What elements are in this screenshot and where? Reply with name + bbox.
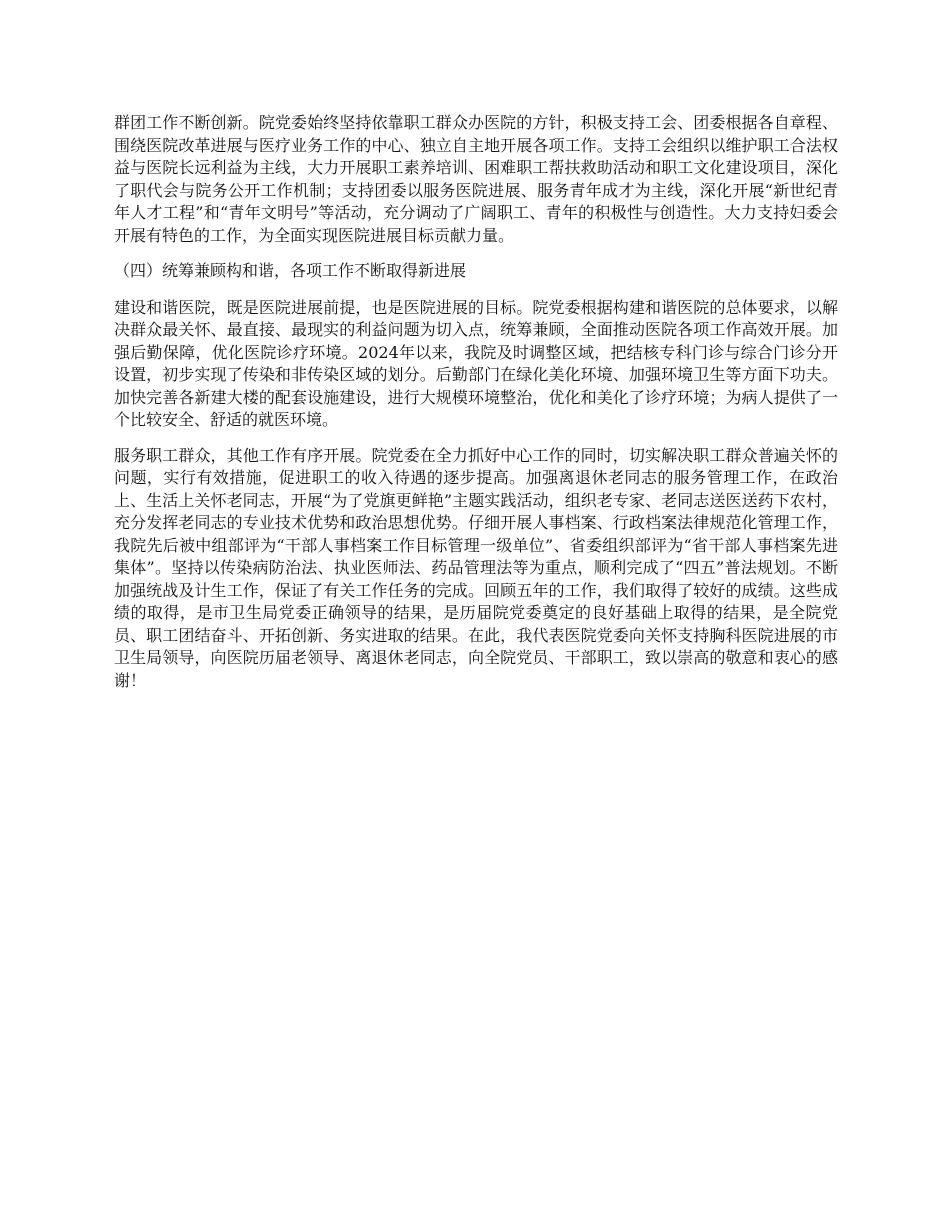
document-body bbox=[114, 112, 838, 705]
paragraph-mass-organizations: 群团工作不断创新。院党委始终坚持依靠职工群众办医院的方针，积极支持工会、团委根据各自章程、围绕医院改革进展与医疗业务工作的中心、独立自主地开展各项工作。支持工会组织以维护职工合法权益与医院长远利益为主线，大力开展职工素养培训、困难职工帮扶救助活动和职工文化建设项目，深化了职代会与院务公开工作机制；支持团委以服务医院进展、服务青年成才为主线，深化开展“新世纪青年人才工程”和“青年文明号”等活动，充分调动了广阔职工、青年的积极性与创造性。大力支持妇委会开展有特色的工作，为全面实现医院进展目标贡献力量。 bbox=[114, 113, 838, 245]
paragraph-serving-staff: 服务职工群众，其他工作有序开展。院党委在全力抓好中心工作的同时，切实解决职工群众普遍关怀的问题，实行有效措施，促进职工的收入待遇的逐步提高。加强离退休老同志的服务管理工作，在政治上、生活上关怀老同志，开展“为了党旗更鲜艳”主题实践活动，组织老专家、老同志送医送药下农村，充分发挥老同志的专业技术优势和政治思想优势。仔细开展人事档案、行政档案法律规范化管理工作，我院先后被中组部评为“干部人事档案工作目标管理一级单位”、省委组织部评为“省干部人事档案先进集体”。坚持以传染病防治法、执业医师法、药品管理法等为重点，顺利完成了“四五”普法规划。不断加强统战及计生工作，保证了有关工作任务的完成。回顾五年的工作，我们取得了较好的成绩。这些成绩的取得，是市卫生局党委正确领导的结果，是历届院党委奠定的良好基础上取得的结果，是全院党员、职工团结奋斗、开拓创新、务实进取的结果。在此，我代表医院党委向关怀支持胸科医院进展的市卫生局领导，向医院历届老领导、离退休老同志，向全院党员、干部职工，致以崇高的敬意和衷心的感谢！ bbox=[114, 445, 838, 690]
section-heading-four: （四）统筹兼顾构和谐，各项工作不断取得新进展 bbox=[114, 261, 467, 280]
paragraph-harmonious-hospital: 建设和谐医院，既是医院进展前提，也是医院进展的目标。院党委根据构建和谐医院的总体要求，以解决群众最关怀、最直接、最现实的利益问题为切入点，统筹兼顾，全面推动医院各项工作高效开展。加强后勤保障，优化医院诊疗环境。2024年以来，我院及时调整区域，把结核专科门诊与综合门诊分开设置，初步实现了传染和非传染区域的划分。后勤部门在绿化美化环境、加强环境卫生等方面下功夫。加快完善各新建大楼的配套设施建设，进行大规模环境整治，优化和美化了诊疗环境；为病人提供了一个比较安全、舒适的就医环境。 bbox=[114, 297, 838, 429]
